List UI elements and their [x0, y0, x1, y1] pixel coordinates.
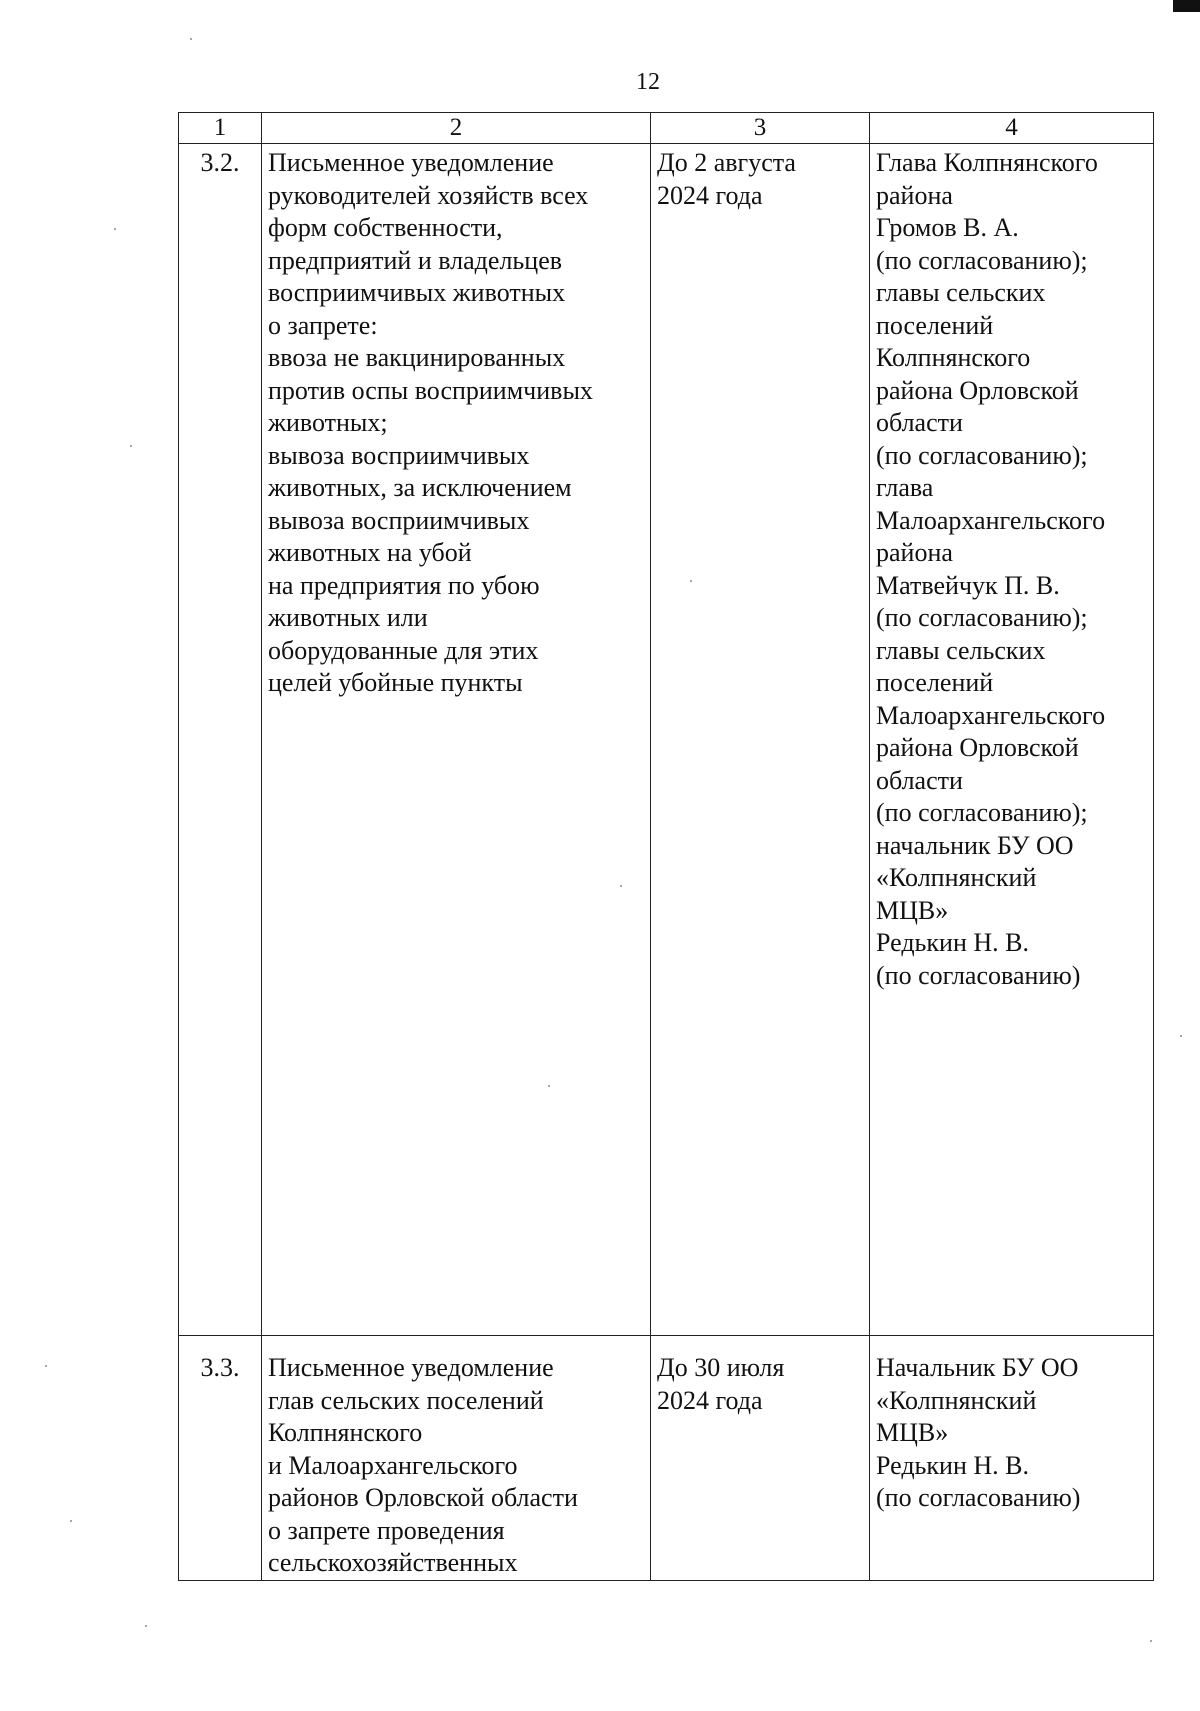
action-line: животных, за исключением	[268, 473, 572, 502]
responsible-line: Начальник БУ ОО	[876, 1353, 1079, 1382]
deadline-cell	[651, 144, 870, 1336]
responsible-line: Колпнянского	[876, 343, 1031, 372]
action-line: вывоза восприимчивых	[268, 505, 530, 535]
action-line: оборудованные для этих	[268, 635, 539, 665]
responsible-line: (по согласованию);	[876, 603, 1088, 632]
scan-speck	[548, 1085, 550, 1087]
scan-speck	[190, 38, 192, 40]
scan-speck	[690, 580, 692, 582]
responsible-line: (по согласованию);	[876, 440, 1088, 470]
scan-speck	[45, 1365, 47, 1367]
responsible-cell	[870, 1336, 1154, 1581]
responsible-cell	[870, 144, 1154, 1336]
deadline-cell	[651, 1336, 870, 1581]
deadline-line: До 30 июля	[657, 1353, 785, 1382]
scan-speck	[1150, 1640, 1152, 1642]
action-line: ввоза не вакцинированных	[268, 343, 566, 372]
scan-speck	[145, 1625, 147, 1627]
deadline-line: 2024 года	[657, 180, 763, 210]
action-line: предприятий и владельцев	[268, 245, 563, 275]
responsible-line: главы сельских	[876, 635, 1046, 665]
responsible-line: района Орловской	[876, 733, 1079, 762]
action-line: животных на убой	[268, 538, 472, 567]
responsible-line: области	[876, 408, 963, 437]
action-cell	[262, 1336, 651, 1581]
page-number: 12	[636, 69, 660, 95]
scan-speck	[620, 885, 622, 887]
column-header-2: 2	[262, 113, 651, 144]
responsible-line: главы сельских	[876, 278, 1046, 307]
action-line: вывоза восприимчивых	[268, 440, 530, 470]
action-line: районов Орловской области	[268, 1483, 578, 1512]
deadline-line: До 2 августа	[657, 148, 796, 177]
table-row	[179, 144, 1154, 1336]
responsible-line: (по согласованию);	[876, 798, 1088, 827]
action-line: Письменное уведомление	[268, 148, 554, 177]
item-number: 3.3.	[179, 1336, 262, 1581]
scan-speck	[70, 1520, 72, 1522]
responsible-line: поселений	[876, 668, 994, 697]
action-line: против оспы восприимчивых	[268, 375, 593, 405]
table-header-row	[179, 113, 1154, 144]
responsible-line: «Колпнянский	[876, 863, 1037, 892]
responsible-line: начальник БУ ОО	[876, 830, 1074, 860]
scan-speck	[114, 228, 116, 230]
action-line: форм собственности,	[268, 213, 503, 242]
measures-table	[178, 112, 1154, 1581]
scan-speck	[130, 445, 132, 447]
action-line: целей убойные пункты	[268, 668, 523, 697]
scan-corner-mark	[1173, 0, 1200, 12]
responsible-line: Малоархангельского	[876, 505, 1106, 535]
responsible-line: Редькин Н. В.	[876, 928, 1029, 957]
action-line: животных или	[268, 603, 428, 632]
deadline-line: 2024 года	[657, 1385, 763, 1415]
action-line: животных;	[268, 408, 388, 437]
responsible-line: МЦВ»	[876, 895, 949, 925]
action-line: сельскохозяйственных	[268, 1548, 518, 1577]
responsible-line: Глава Колпнянского	[876, 148, 1098, 177]
responsible-line: района	[876, 180, 953, 210]
action-line: Колпнянского	[268, 1418, 423, 1447]
responsible-line: поселений	[876, 310, 994, 340]
responsible-line: (по согласованию)	[876, 960, 1081, 990]
action-line: о запрете:	[268, 310, 378, 340]
action-line: на предприятия по убою	[268, 570, 540, 600]
column-header-4: 4	[870, 113, 1154, 144]
responsible-line: области	[876, 765, 963, 795]
responsible-line: Редькин Н. В.	[876, 1450, 1029, 1480]
item-number: 3.2.	[179, 144, 262, 1336]
action-line: руководителей хозяйств всех	[268, 180, 589, 210]
responsible-line: района	[876, 538, 953, 567]
responsible-line: Малоархангельского	[876, 700, 1106, 730]
responsible-line: района Орловской	[876, 375, 1079, 405]
responsible-line: (по согласованию)	[876, 1483, 1081, 1512]
responsible-line: глава	[876, 473, 934, 502]
table-row	[179, 1336, 1154, 1581]
column-header-3: 3	[651, 113, 870, 144]
responsible-line: МЦВ»	[876, 1418, 949, 1447]
action-line: восприимчивых животных	[268, 278, 566, 307]
scan-speck	[1180, 1035, 1182, 1037]
column-header-1: 1	[179, 113, 262, 144]
action-cell	[262, 144, 651, 1336]
responsible-line: «Колпнянский	[876, 1385, 1037, 1415]
action-line: о запрете проведения	[268, 1515, 505, 1545]
responsible-line: Матвейчук П. В.	[876, 570, 1060, 600]
responsible-line: (по согласованию);	[876, 245, 1088, 275]
action-line: глав сельских поселений	[268, 1385, 544, 1415]
responsible-line: Громов В. А.	[876, 213, 1019, 242]
action-line: Письменное уведомление	[268, 1353, 554, 1382]
action-line: и Малоархангельского	[268, 1450, 518, 1480]
